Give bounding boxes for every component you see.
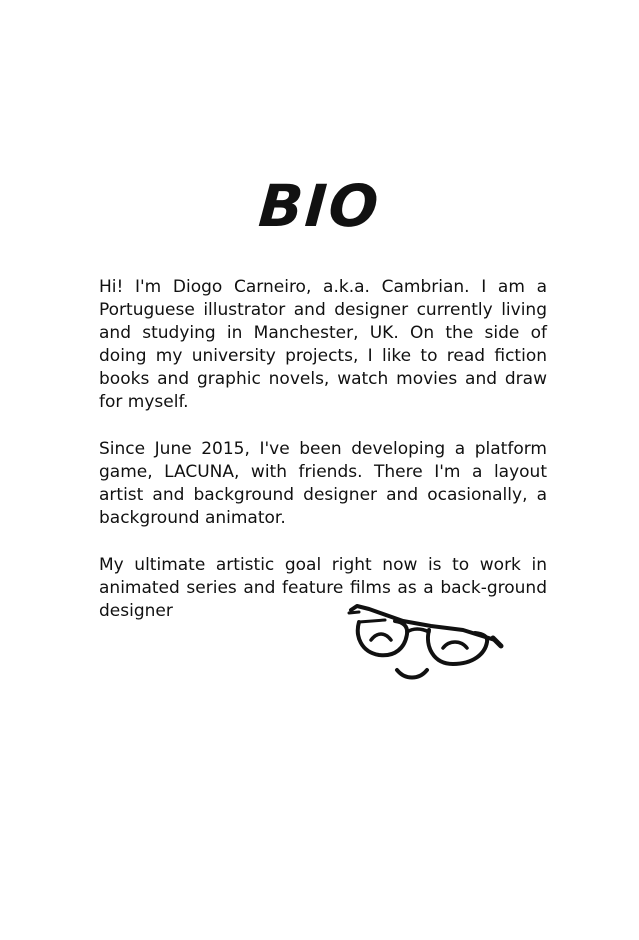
bio-paragraph-intro: Hi! I'm Diogo Carneiro, a.k.a. Cambrian. I am a Portuguese illustrator and designer currently living and studying in Manchester, UK. On the side of doing my university projects, I like to read fiction books and graphic novels, watch movies and draw for myself. bbox=[99, 277, 547, 412]
bio-paragraph-lacuna: Since June 2015, I've been developing a platform game, LACUNA, with friends. There I'm a layout artist and background designer and ocasionally, a background animator. bbox=[99, 439, 547, 528]
bio-text bbox=[99, 276, 547, 647]
bio-paragraph-goal: My ultimate artistic goal right now is to work in animated series and feature films as a back-ground designer bbox=[99, 555, 547, 621]
page-title: BIO bbox=[256, 171, 383, 240]
glasses-face-doodle-icon bbox=[345, 600, 505, 682]
